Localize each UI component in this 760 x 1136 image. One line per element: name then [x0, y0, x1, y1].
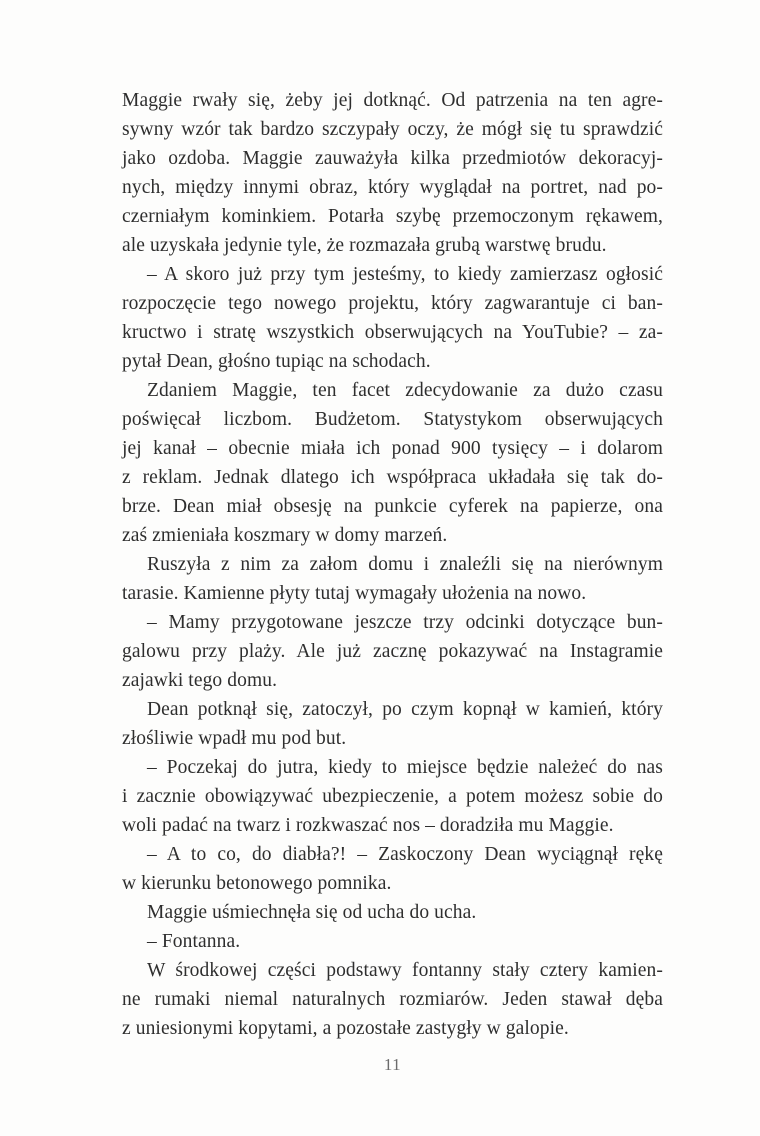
- paragraph: [122, 376, 663, 550]
- paragraph: [122, 753, 663, 840]
- text-line: i zacznie obowiązywać ubezpieczenie, a potem możesz sobie do: [122, 786, 663, 807]
- text-line: Zdaniem Maggie, ten facet zdecydowanie za dużo czasu: [147, 380, 663, 401]
- text-line: złośliwie wpadł mu pod but.: [122, 728, 347, 749]
- text-line: kructwo i stratę wszystkich obserwujących na YouTubie? – za-: [122, 322, 663, 343]
- text-line: z reklam. Jednak dlatego ich współpraca układała się tak do-: [122, 467, 663, 488]
- paragraph: [122, 927, 663, 956]
- text-line: w kierunku betonowego pomnika.: [122, 873, 392, 894]
- text-line: woli padać na twarz i rozkwaszać nos – doradziła mu Maggie.: [122, 815, 614, 836]
- text-line: W środkowej części podstawy fontanny stały cztery kamien-: [147, 960, 663, 981]
- text-line: pytał Dean, głośno tupiąc na schodach.: [122, 351, 431, 372]
- text-line: jej kanał – obecnie miała ich ponad 900 tysięcy – i dolarom: [122, 438, 663, 459]
- text-line: nych, między innymi obraz, który wyglądał na portret, nad po-: [122, 177, 663, 198]
- paragraph: [122, 260, 663, 376]
- paragraph: [122, 956, 663, 1043]
- text-line: z uniesionymi kopytami, a pozostałe zastygły w galopie.: [122, 1018, 569, 1039]
- paragraph: [122, 86, 663, 260]
- text-line: brze. Dean miał obsesję na punkcie cyferek na papierze, ona: [122, 496, 663, 517]
- page-text: [122, 86, 663, 1043]
- paragraph: [122, 550, 663, 608]
- text-line: Maggie rwały się, żeby jej dotknąć. Od patrzenia na ten agre-: [122, 90, 663, 111]
- text-line: rozpoczęcie tego nowego projektu, który zagwarantuje ci ban-: [122, 293, 663, 314]
- paragraph: [122, 695, 663, 753]
- text-line: Maggie uśmiechnęła się od ucha do ucha.: [147, 902, 477, 923]
- paragraph: [122, 840, 663, 898]
- text-line: Ruszyła z nim za załom domu i znaleźli się na nierównym: [147, 554, 663, 575]
- text-line: galowu przy plaży. Ale już zacznę pokazywać na Instagramie: [122, 641, 663, 662]
- text-line: sywny wzór tak bardzo szczypały oczy, że mógł się tu sprawdzić: [122, 119, 663, 140]
- text-line: zaś zmieniała koszmary w domy marzeń.: [122, 525, 448, 546]
- text-line: – A skoro już przy tym jesteśmy, to kiedy zamierzasz ogłosić: [147, 264, 663, 285]
- text-line: – Fontanna.: [147, 931, 241, 952]
- text-line: tarasie. Kamienne płyty tutaj wymagały ułożenia na nowo.: [122, 583, 587, 604]
- text-line: – Poczekaj do jutra, kiedy to miejsce będzie należeć do nas: [147, 757, 663, 778]
- text-line: – Mamy przygotowane jeszcze trzy odcinki dotyczące bun-: [147, 612, 663, 633]
- text-line: ne rumaki niemal naturalnych rozmiarów. Jeden stawał dęba: [122, 989, 663, 1010]
- page-number: 11: [383, 1055, 402, 1074]
- text-line: jako ozdoba. Maggie zauważyła kilka przedmiotów dekoracyj-: [122, 148, 663, 169]
- text-line: – A to co, do diabła?! – Zaskoczony Dean wyciągnął rękę: [147, 844, 663, 865]
- text-line: Dean potknął się, zatoczył, po czym kopnął w kamień, który: [147, 699, 663, 720]
- text-line: zajawki tego domu.: [122, 670, 278, 691]
- text-line: poświęcał liczbom. Budżetom. Statystykom obserwujących: [122, 409, 663, 430]
- text-line: czerniałym kominkiem. Potarła szybę przemoczonym rękawem,: [122, 206, 663, 227]
- paragraph: [122, 898, 663, 927]
- text-line: ale uzyskała jedynie tyle, że rozmazała grubą warstwę brudu.: [122, 235, 607, 256]
- paragraph: [122, 608, 663, 695]
